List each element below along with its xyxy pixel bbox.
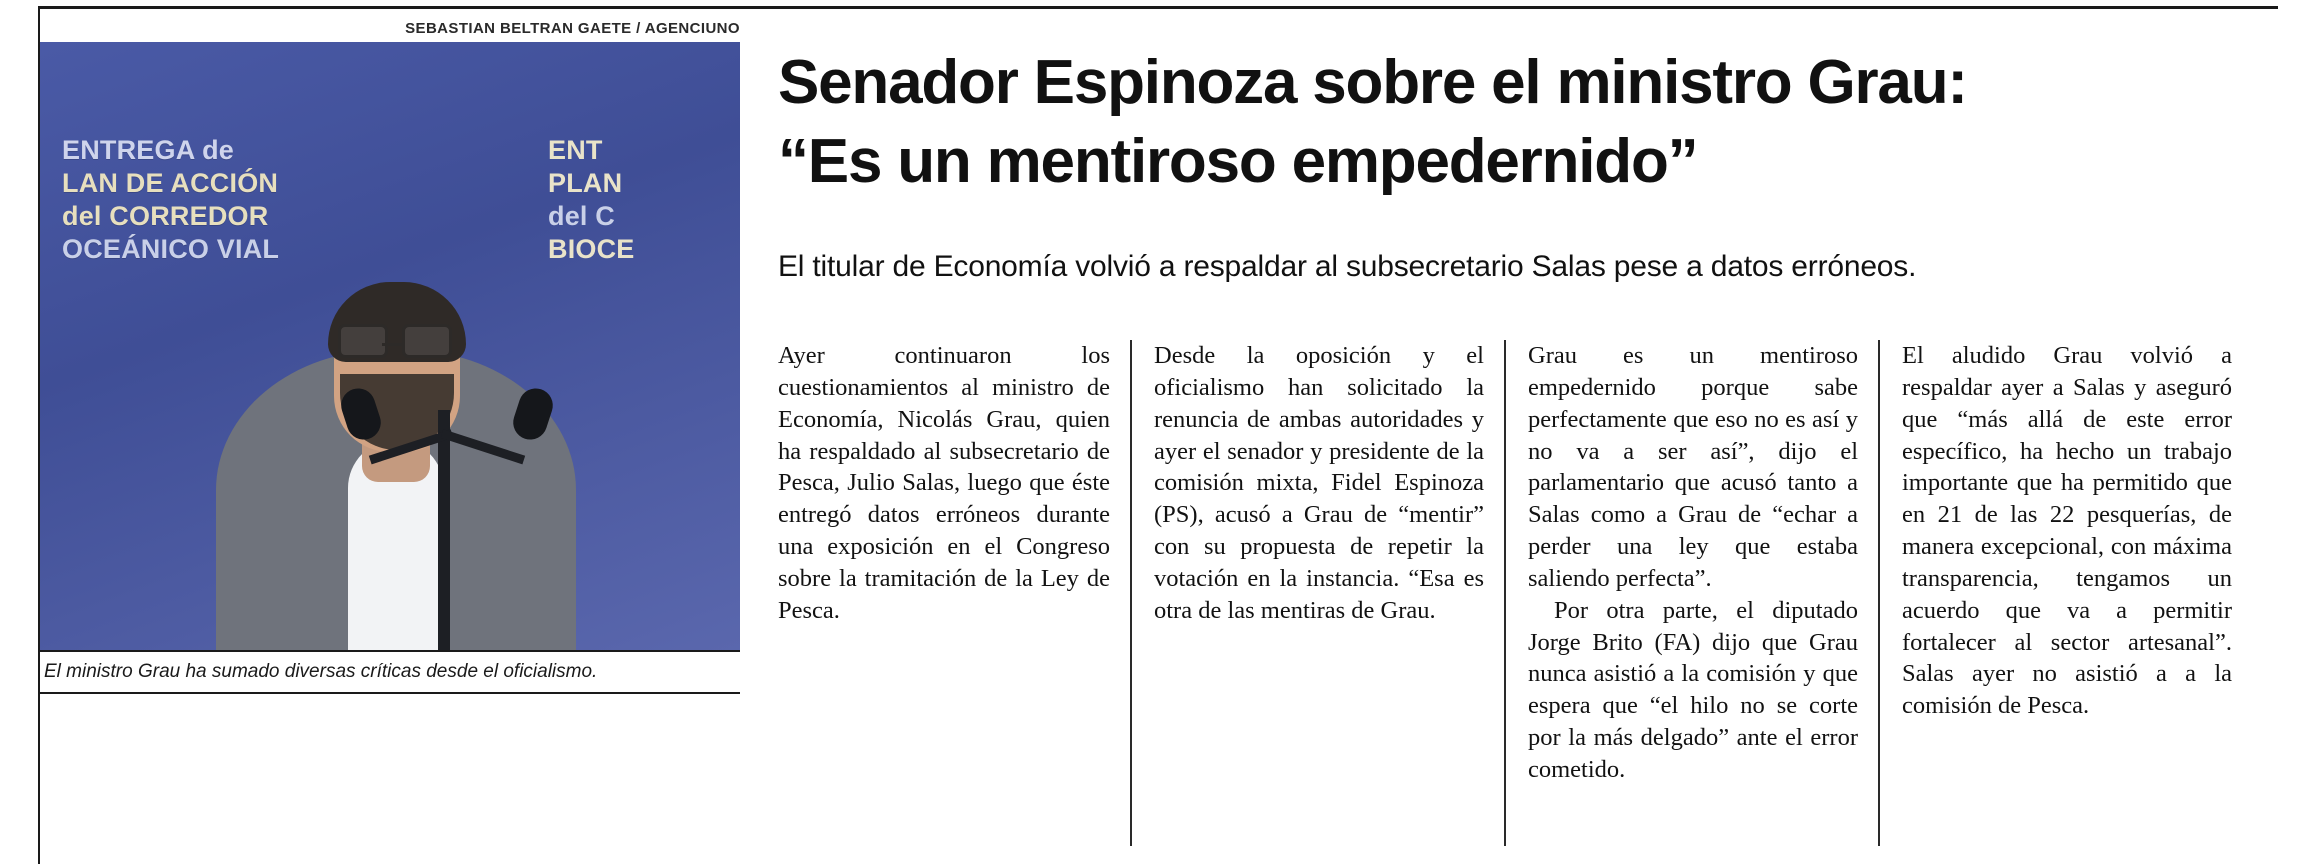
headline xyxy=(778,46,2278,198)
backdrop-left-line-4: OCEÁNICO VIAL xyxy=(62,233,280,264)
article-body xyxy=(778,340,2278,846)
article-column-2 xyxy=(1130,340,1504,846)
backdrop-right-line-4: BIOCE xyxy=(548,233,635,264)
backdrop-right-line-2: PLAN xyxy=(548,167,623,198)
subheadline: El titular de Economía volvió a respaldar al subsecretario Salas pese a datos erróneos. xyxy=(778,250,1917,283)
article-column-3 xyxy=(1504,340,1878,846)
article-column-4 xyxy=(1878,340,2252,846)
paragraph: Por otra parte, el diputado Jorge Brito (FA) dijo que Grau nunca asistió a la comisión y que espera que “el hilo no se corte por la más delgado” ante el error cometido. xyxy=(1528,596,1858,783)
top-divider-rule xyxy=(38,6,2278,9)
backdrop-left-line-1: ENTREGA de xyxy=(62,135,235,165)
article-photo xyxy=(40,42,740,650)
paragraph: Grau es un mentiroso empedernido porque sabe perfectamente que eso no es así y no va a ser así”, dijo el parlamentario que acusó tanto a Salas como a Grau de “echar a perder una ley que estaba saliendo perfecta”. xyxy=(1528,342,1858,592)
glasses-right-lens xyxy=(402,324,452,358)
photo-image xyxy=(40,42,740,650)
backdrop-left-line-2: LAN DE ACCIÓN xyxy=(62,167,279,198)
headline-line-2: “Es un mentiroso empedernido” xyxy=(778,127,1698,197)
glasses-left-lens xyxy=(338,324,388,358)
headline-line-1: Senador Espinoza sobre el ministro Grau: xyxy=(778,48,1967,117)
photo-caption-text: El ministro Grau ha sumado diversas críticas desde el oficialismo. xyxy=(44,661,598,682)
photo-credit: SEBASTIAN BELTRAN GAETE / AGENCIUNO xyxy=(405,20,740,37)
paragraph: Ayer continuaron los cuestionamientos al ministro de Economía, Nicolás Grau, quien ha respaldado al subsecretario de Pesca, Julio Salas, luego que éste entregó datos erróneos durante una exposición en el Congreso sobre la tramitación de la Ley de Pesca. xyxy=(778,342,1110,624)
glasses-bridge xyxy=(382,343,402,346)
microphone-stand xyxy=(438,410,450,650)
paragraph: Desde la oposición y el oficialismo han solicitado la renuncia de ambas autoridades y ayer el senador y presidente de la comisión mixta, Fidel Espinoza (PS), acusó a Grau de “mentir” con su propuesta de repetir la votación en la instancia. “Esa es otra de las mentiras de Grau. xyxy=(1154,342,1484,624)
photo-caption xyxy=(40,650,740,694)
backdrop-left-line-3: del CORREDOR xyxy=(62,200,269,231)
backdrop-right-line-1: ENT xyxy=(548,135,603,165)
backdrop-right-line-3: del C xyxy=(548,200,616,231)
paragraph: El aludido Grau volvió a respaldar ayer a Salas y aseguró que “más allá de este error específico, ha hecho un trabajo importante que ha permitido que en 21 de las 22 pesquerías, de manera excepcional, con máxima transparencia, tengamos un acuerdo que va a permitir fortalecer al sector artesanal”. Salas ayer no asistió a a la comisión de Pesca. xyxy=(1902,342,2232,720)
person-figure xyxy=(216,180,576,650)
article-column-1 xyxy=(778,340,1130,846)
